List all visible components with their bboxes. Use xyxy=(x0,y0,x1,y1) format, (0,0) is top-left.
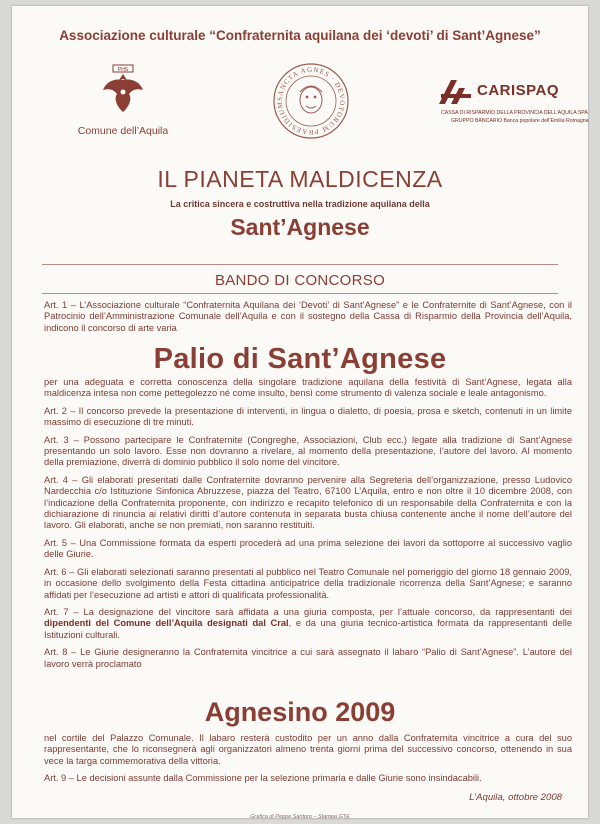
logo-row xyxy=(12,62,588,146)
articles-block-1 xyxy=(44,377,572,676)
article-3-text: Art. 3 – Possono partecipare le Confraternite (Congreghe, Associazioni, Club ecc.) legate alla tradizione di Sant’Agnese presentando un solo lavoro. Esse non dovranno a rivelare, al momento della presentazione, l’autore del lavoro. Al momento della premiazione, diverrà di dominio pubblico il solo nome del vincitore. xyxy=(44,434,572,468)
article-5-text: Art. 5 – Una Commissione formata da esperti procederà ad una prima selezione dei lavori da sottoporre al successivo vaglio delle Giurie. xyxy=(44,537,572,560)
article-1 xyxy=(44,300,572,340)
print-credit: Grafica di Peppe Santoro – Stampa GTE xyxy=(250,814,350,820)
divider-bottom xyxy=(42,293,558,294)
article-4-text: Art. 4 – Gli elaborati presentati dalle Confraternite dovranno pervenire alla Segreteria dell’organizzazione, presso Ludovico Nardecchia c/o Istituzione Sinfonica Abruzzese, piazza del Teatro, 67100 L’Aquila, entro e non oltre il 10 dicembre 2008, con l’indicazione della Confraternita proponente, con indirizzo e recapito telefonico di un responsabile della Confraternita e con la dichiarazione di rinuncia ai relativi diritti d’autore contenuta in separata busta chiusa contenente anche il nome dell’autore del lavoro. Gli elaborati, anche se non premiati, non saranno restituiti. xyxy=(44,474,572,531)
divider-top xyxy=(42,264,558,265)
comune-logo xyxy=(68,62,178,137)
saint-name: Sant’Agnese xyxy=(230,214,370,240)
agnesino-title: Agnesino 2009 xyxy=(204,697,396,727)
comune-caption: Comune dell’Aquila xyxy=(77,125,169,137)
article-9-text: Art. 9 – Le decisioni assunte dalla Commissione per la selezione primaria e dalle Giurie sono insindacabili. xyxy=(44,773,482,784)
carispaq-name: CARISPAQ xyxy=(477,82,560,99)
poster-sheet xyxy=(12,6,588,818)
seal-text: SANCTA AGNES · DEVOTORUM PRAESIDIUM xyxy=(275,65,347,137)
article-7-part-a: Art. 7 – La designazione del vincitore sarà affidata a una giuria composta, per l’attuale concorso, da rappresentanti dei xyxy=(44,606,572,617)
carispaq-line2: GRUPPO BANCARIO Banca popolare dell’Emilia Romagna xyxy=(451,118,589,124)
article-8-text: Art. 8 – Le Giurie designeranno la Confraternita vincitrice a cui sarà assegnato il labaro “Palio di Sant’Agnese”. L’autore del lavoro verrà proclamato xyxy=(44,647,572,669)
carispaq-mark-icon xyxy=(437,76,475,106)
article-7-text xyxy=(44,607,572,641)
article-7-highlight: dipendenti del Comune dell’Aquila designati dal Cral xyxy=(44,618,289,629)
article-8b-text: nel cortile del Palazzo Comunale. Il labaro resterà custodito per un anno dalla Confraternita vincitrice a cura del suo rappresentante, che lo riconsegnerà agli organizzatori almeno trenta giorni prima del successivo concorso, ottenendo in sua vece la targa commemorativa della vittoria. xyxy=(44,733,572,766)
articles-block-2 xyxy=(44,733,572,791)
crest-banner-text: PHS xyxy=(117,67,129,73)
bando-heading: BANDO DI CONCORSO xyxy=(214,272,386,289)
article-2-text: Art. 2 – Il concorso prevede la presentazione di interventi, in lingua o dialetto, di poesia, prosa e sketch, contenuti in un limite massimo di esecuzione di tre minuti. xyxy=(44,405,572,428)
article-7-part-c: , e da una giuria tecnico-artistica formata da rappresentanti delle Istituzioni culturali. xyxy=(44,618,572,640)
association-header: Associazione culturale “Confraternita aquilana dei ‘devoti’ di Sant’Agnese” xyxy=(59,28,541,43)
article-1-text: Art. 1 – L’Associazione culturale “Confraternita Aquilana dei ‘Devoti’ di Sant’Agnese” e le Confraternite di Sant’Agnese, con il Patrocinio dell’Amministrazione Comunale dell’Aquila e con il sostegno della Cassa di Risparmio della Provincia dell’Aquila, indicono il concorso di arte varia xyxy=(44,300,572,333)
eagle-crest-icon xyxy=(100,62,146,116)
article-1b-text: per una adeguata e corretta conoscenza della singolare tradizione aquilana della festività di Sant’Agnese, legata alla maldicenza intesa non come pettegolezzo né come insulto, bensì come strumento di valenza sociale e leale antagonismo. xyxy=(44,377,572,399)
carispaq-line1: CASSA DI RISPARMIO DELLA PROVINCIA DELL’AQUILA SPA xyxy=(441,110,588,116)
article-6-text: Art. 6 – Gli elaborati selezionati saranno presentati al pubblico nel Teatro Comunale nel pomeriggio del giorno 18 gennaio 2009, in occasione dello svolgimento della Festa cittadina anticipatrice della tradizionale ricorrenza della Sant’Agnese; e saranno affidati per l’esecuzione ad artisti e attori di qualificata professionalità. xyxy=(44,566,572,600)
main-title: IL PIANETA MALDICENZA xyxy=(157,166,443,192)
subtitle: La critica sincera e costruttiva nella tradizione aquilana della xyxy=(170,199,430,209)
date-signature: L’Aquila, ottobre 2008 xyxy=(469,792,562,803)
confraternity-seal-icon xyxy=(272,62,350,140)
palio-title: Palio di Sant’Agnese xyxy=(153,343,447,375)
